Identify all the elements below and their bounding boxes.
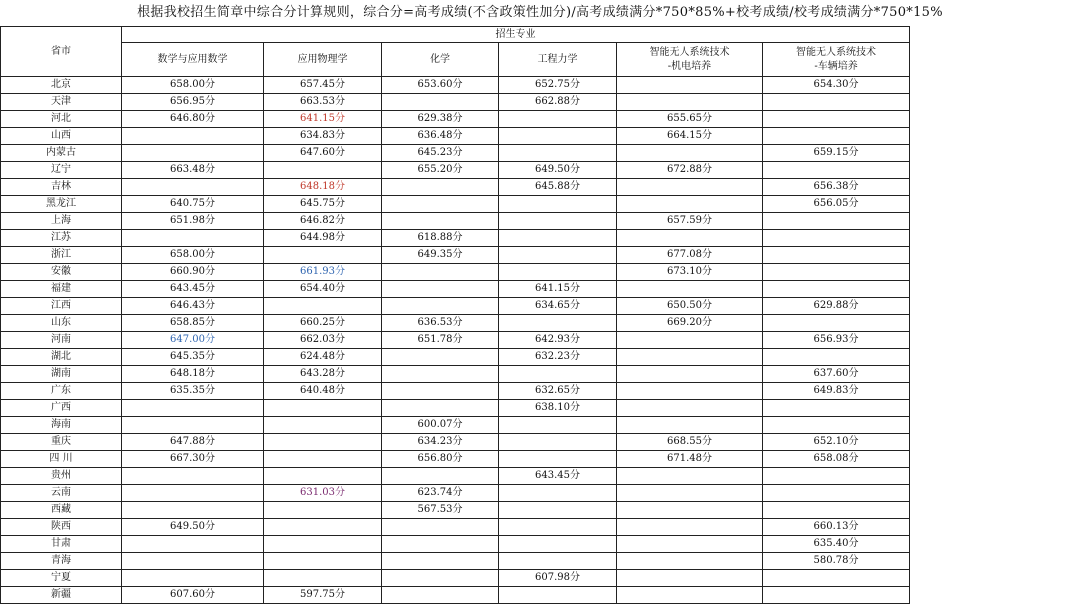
province-cell: 黑龙江: [1, 196, 122, 213]
score-cell: [122, 468, 264, 485]
score-cell: 634.23分: [382, 434, 499, 451]
province-cell: 吉林: [1, 179, 122, 196]
score-cell: [499, 451, 617, 468]
score-cell: 677.08分: [617, 247, 763, 264]
score-cell: 647.00分: [122, 332, 264, 349]
table-row: [1, 536, 910, 553]
score-cell: [264, 502, 382, 519]
major-header: 应用物理学: [264, 43, 382, 77]
score-cell: 653.60分: [382, 77, 499, 94]
score-cell: 649.83分: [763, 383, 910, 400]
score-cell: 656.80分: [382, 451, 499, 468]
score-cell: [264, 468, 382, 485]
score-cell: [617, 536, 763, 553]
table-row: [1, 434, 910, 451]
score-cell: [122, 230, 264, 247]
table-row: [1, 128, 910, 145]
score-cell: [617, 383, 763, 400]
province-cell: 山东: [1, 315, 122, 332]
score-cell: 656.93分: [763, 332, 910, 349]
score-cell: [499, 519, 617, 536]
score-cell: [617, 553, 763, 570]
score-cell: [264, 434, 382, 451]
score-cell: 645.75分: [264, 196, 382, 213]
score-cell: 651.78分: [382, 332, 499, 349]
score-cell: [122, 485, 264, 502]
score-cell: [382, 519, 499, 536]
table-row: [1, 281, 910, 298]
score-cell: [499, 145, 617, 162]
score-cell: [617, 349, 763, 366]
score-cell: 663.53分: [264, 94, 382, 111]
table-row: [1, 94, 910, 111]
score-cell: [617, 77, 763, 94]
score-cell: [264, 417, 382, 434]
table-row: [1, 366, 910, 383]
score-cell: [617, 485, 763, 502]
score-cell: 650.50分: [617, 298, 763, 315]
score-cell: [763, 281, 910, 298]
score-cell: [264, 519, 382, 536]
score-cell: [382, 94, 499, 111]
score-cell: 567.53分: [382, 502, 499, 519]
score-cell: [382, 553, 499, 570]
score-cell: 655.20分: [382, 162, 499, 179]
score-cell: 637.60分: [763, 366, 910, 383]
table-row: [1, 111, 910, 128]
score-cell: [763, 230, 910, 247]
score-cell: [122, 417, 264, 434]
score-cell: [763, 264, 910, 281]
score-cell: 631.03分: [264, 485, 382, 502]
score-cell: 623.74分: [382, 485, 499, 502]
score-cell: 624.48分: [264, 349, 382, 366]
score-cell: [617, 332, 763, 349]
major-header: 化学: [382, 43, 499, 77]
score-cell: 641.15分: [499, 281, 617, 298]
score-cell: [499, 434, 617, 451]
major-header: 智能无人系统技术 -机电培养: [617, 43, 763, 77]
score-cell: 659.15分: [763, 145, 910, 162]
table-row: [1, 485, 910, 502]
score-cell: 644.98分: [264, 230, 382, 247]
score-cell: [763, 400, 910, 417]
score-cell: [382, 196, 499, 213]
table-row: [1, 417, 910, 434]
score-cell: [499, 315, 617, 332]
score-cell: 658.85分: [122, 315, 264, 332]
score-cell: 600.07分: [382, 417, 499, 434]
score-cell: [499, 417, 617, 434]
province-cell: 宁夏: [1, 570, 122, 587]
score-cell: 662.03分: [264, 332, 382, 349]
score-cell: 641.15分: [264, 111, 382, 128]
score-cell: [382, 587, 499, 604]
table-row: [1, 468, 910, 485]
score-cell: 660.90分: [122, 264, 264, 281]
table-row: [1, 553, 910, 570]
score-cell: [382, 213, 499, 230]
score-cell: [122, 502, 264, 519]
province-cell: 安徽: [1, 264, 122, 281]
score-cell: 645.88分: [499, 179, 617, 196]
score-table: [0, 26, 910, 604]
score-cell: [122, 179, 264, 196]
score-cell: [499, 502, 617, 519]
score-cell: [617, 468, 763, 485]
score-cell: 643.45分: [122, 281, 264, 298]
score-cell: [264, 400, 382, 417]
province-cell: 湖南: [1, 366, 122, 383]
score-cell: 673.10分: [617, 264, 763, 281]
score-cell: 661.93分: [264, 264, 382, 281]
table-row: [1, 77, 910, 94]
province-cell: 青海: [1, 553, 122, 570]
table-row: [1, 179, 910, 196]
score-cell: [499, 230, 617, 247]
score-cell: [763, 502, 910, 519]
score-cell: 607.60分: [122, 587, 264, 604]
province-cell: 贵州: [1, 468, 122, 485]
score-cell: [499, 366, 617, 383]
table-row: [1, 332, 910, 349]
table-row: [1, 213, 910, 230]
score-cell: [264, 553, 382, 570]
score-cell: [617, 281, 763, 298]
score-cell: [122, 400, 264, 417]
score-cell: [499, 128, 617, 145]
score-cell: 632.23分: [499, 349, 617, 366]
score-cell: [499, 111, 617, 128]
score-cell: 629.38分: [382, 111, 499, 128]
province-cell: 广东: [1, 383, 122, 400]
score-cell: 607.98分: [499, 570, 617, 587]
score-cell: [382, 383, 499, 400]
score-cell: [763, 94, 910, 111]
province-cell: 重庆: [1, 434, 122, 451]
score-cell: [763, 468, 910, 485]
table-row: [1, 162, 910, 179]
table-row: [1, 451, 910, 468]
score-cell: 663.48分: [122, 162, 264, 179]
table-row: [1, 145, 910, 162]
score-cell: 643.45分: [499, 468, 617, 485]
score-cell: 658.00分: [122, 77, 264, 94]
score-cell: [382, 366, 499, 383]
score-cell: [763, 162, 910, 179]
score-cell: 671.48分: [617, 451, 763, 468]
score-cell: [122, 128, 264, 145]
score-cell: [264, 536, 382, 553]
score-cell: [264, 247, 382, 264]
table-row: [1, 315, 910, 332]
table-row: [1, 196, 910, 213]
score-cell: [763, 111, 910, 128]
table-row: [1, 298, 910, 315]
score-cell: [122, 570, 264, 587]
score-cell: [122, 536, 264, 553]
score-cell: [763, 587, 910, 604]
score-cell: 654.30分: [763, 77, 910, 94]
score-cell: 652.75分: [499, 77, 617, 94]
score-cell: [763, 213, 910, 230]
score-cell: [122, 553, 264, 570]
province-cell: 山西: [1, 128, 122, 145]
score-cell: [264, 162, 382, 179]
score-cell: [763, 570, 910, 587]
score-cell: 667.30分: [122, 451, 264, 468]
score-cell: 649.50分: [499, 162, 617, 179]
score-cell: 655.65分: [617, 111, 763, 128]
score-cell: 649.35分: [382, 247, 499, 264]
score-cell: [382, 570, 499, 587]
score-cell: 660.25分: [264, 315, 382, 332]
score-cell: 658.00分: [122, 247, 264, 264]
province-cell: 河北: [1, 111, 122, 128]
score-cell: 635.35分: [122, 383, 264, 400]
province-header: 省市: [1, 27, 122, 77]
score-cell: [617, 94, 763, 111]
score-cell: [382, 349, 499, 366]
score-cell: 658.08分: [763, 451, 910, 468]
province-cell: 西藏: [1, 502, 122, 519]
score-cell: 654.40分: [264, 281, 382, 298]
score-cell: [499, 485, 617, 502]
province-cell: 辽宁: [1, 162, 122, 179]
score-cell: 645.23分: [382, 145, 499, 162]
score-cell: [763, 417, 910, 434]
score-cell: [499, 587, 617, 604]
score-cell: 635.40分: [763, 536, 910, 553]
table-row: [1, 383, 910, 400]
score-cell: [499, 553, 617, 570]
score-cell: 657.45分: [264, 77, 382, 94]
score-cell: [499, 536, 617, 553]
score-cell: 656.95分: [122, 94, 264, 111]
score-cell: [382, 400, 499, 417]
province-cell: 云南: [1, 485, 122, 502]
score-cell: 662.88分: [499, 94, 617, 111]
province-cell: 海南: [1, 417, 122, 434]
score-cell: [763, 485, 910, 502]
score-cell: 646.43分: [122, 298, 264, 315]
score-cell: 672.88分: [617, 162, 763, 179]
province-cell: 浙江: [1, 247, 122, 264]
score-cell: 618.88分: [382, 230, 499, 247]
score-cell: 656.38分: [763, 179, 910, 196]
province-cell: 上海: [1, 213, 122, 230]
table-row: [1, 587, 910, 604]
score-cell: 580.78分: [763, 553, 910, 570]
score-cell: [617, 570, 763, 587]
score-cell: 648.18分: [122, 366, 264, 383]
province-cell: 内蒙古: [1, 145, 122, 162]
province-cell: 甘肃: [1, 536, 122, 553]
score-cell: [382, 298, 499, 315]
score-cell: [617, 366, 763, 383]
score-cell: [499, 247, 617, 264]
score-cell: 640.75分: [122, 196, 264, 213]
score-cell: [264, 570, 382, 587]
score-cell: 651.98分: [122, 213, 264, 230]
score-cell: 647.88分: [122, 434, 264, 451]
page-title: 根据我校招生简章中综合分计算规则，综合分=高考成绩(不含政策性加分)/高考成绩满分*750*85%+校考成绩/校考成绩满分*750*15%: [137, 5, 943, 20]
major-header: 数学与应用数学: [122, 43, 264, 77]
province-cell: 北京: [1, 77, 122, 94]
province-cell: 广西: [1, 400, 122, 417]
score-cell: [617, 400, 763, 417]
score-cell: [617, 179, 763, 196]
table-body: [1, 77, 910, 604]
score-cell: 642.93分: [499, 332, 617, 349]
score-cell: 632.65分: [499, 383, 617, 400]
score-cell: 657.59分: [617, 213, 763, 230]
score-cell: [763, 128, 910, 145]
province-cell: 江西: [1, 298, 122, 315]
table-row: [1, 519, 910, 536]
score-cell: 660.13分: [763, 519, 910, 536]
score-cell: 646.82分: [264, 213, 382, 230]
province-cell: 四 川: [1, 451, 122, 468]
score-cell: [617, 519, 763, 536]
province-cell: 河南: [1, 332, 122, 349]
score-cell: 648.18分: [264, 179, 382, 196]
score-cell: 634.83分: [264, 128, 382, 145]
score-cell: [264, 451, 382, 468]
score-cell: 640.48分: [264, 383, 382, 400]
score-cell: [382, 468, 499, 485]
table-row: [1, 570, 910, 587]
score-cell: [122, 145, 264, 162]
table-row: [1, 400, 910, 417]
score-cell: [617, 145, 763, 162]
score-cell: 646.80分: [122, 111, 264, 128]
score-cell: [499, 264, 617, 281]
score-cell: 656.05分: [763, 196, 910, 213]
score-cell: [617, 502, 763, 519]
score-cell: [264, 298, 382, 315]
score-cell: [763, 247, 910, 264]
table-row: [1, 230, 910, 247]
score-cell: 638.10分: [499, 400, 617, 417]
score-cell: 636.48分: [382, 128, 499, 145]
score-cell: 647.60分: [264, 145, 382, 162]
province-cell: 福建: [1, 281, 122, 298]
score-cell: [499, 196, 617, 213]
score-cell: [617, 196, 763, 213]
score-cell: [617, 587, 763, 604]
score-cell: [763, 349, 910, 366]
province-cell: 江苏: [1, 230, 122, 247]
province-cell: 新疆: [1, 587, 122, 604]
province-cell: 天津: [1, 94, 122, 111]
major-header: 工程力学: [499, 43, 617, 77]
score-cell: [382, 536, 499, 553]
score-cell: 634.65分: [499, 298, 617, 315]
major-header: 智能无人系统技术 -车辆培养: [763, 43, 910, 77]
score-cell: [382, 264, 499, 281]
score-cell: 629.88分: [763, 298, 910, 315]
province-cell: 陕西: [1, 519, 122, 536]
score-cell: [617, 417, 763, 434]
score-cell: 664.15分: [617, 128, 763, 145]
score-cell: 597.75分: [264, 587, 382, 604]
score-cell: [382, 179, 499, 196]
score-cell: 668.55分: [617, 434, 763, 451]
score-cell: 649.50分: [122, 519, 264, 536]
table-row: [1, 247, 910, 264]
table-row: [1, 349, 910, 366]
score-cell: [617, 230, 763, 247]
score-cell: [763, 315, 910, 332]
table-row: [1, 264, 910, 281]
province-cell: 湖北: [1, 349, 122, 366]
score-cell: 645.35分: [122, 349, 264, 366]
score-cell: 643.28分: [264, 366, 382, 383]
score-cell: 669.20分: [617, 315, 763, 332]
score-cell: 652.10分: [763, 434, 910, 451]
score-cell: [382, 281, 499, 298]
table-row: [1, 502, 910, 519]
majors-group-header: 招生专业: [122, 27, 910, 43]
score-cell: [499, 213, 617, 230]
score-cell: 636.53分: [382, 315, 499, 332]
